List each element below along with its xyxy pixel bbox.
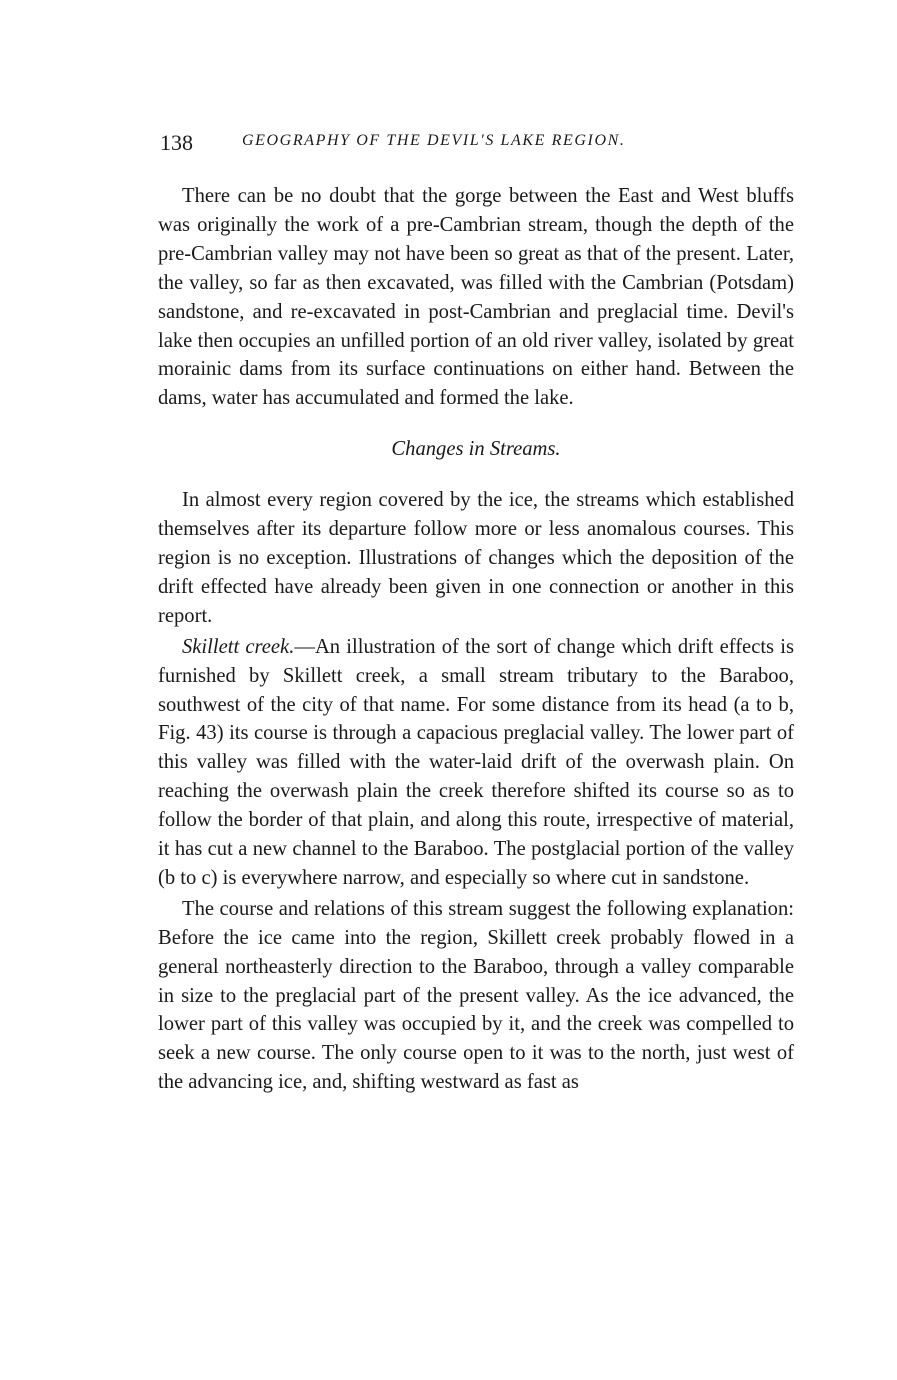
paragraph-anomalous-courses: In almost every region covered by the ice, the streams which established themselves after its departure follow more or less anomalous courses. This region is no exception. Illustrations of changes which the deposition of the drift effected have already been given in one connection or another in this report. <box>158 489 794 627</box>
paragraph-explanation: The course and relations of this stream suggest the following explanation: Before the ice came into the region, Skillett creek probably flowed in a general northeasterly direction to the Baraboo, through a valley comparable in size to the preglacial part of the present valley. As the ice advanced, the lower part of this valley was occupied by it, and the creek was compelled to seek a new course. The only course open to it was to the north, just west of the advancing ice, and, shifting westward as fast as <box>158 897 794 1094</box>
section-heading: Changes in Streams. <box>391 438 561 461</box>
running-title: GEOGRAPHY OF THE DEVIL'S LAKE REGION. <box>242 132 626 149</box>
skillett-creek-text: —An illustration of the sort of change which drift effects is furnished by Skillett creek, a small stream tributary to the Baraboo, southwest of the city of that name. For some distance from its head (a to b, Fig. 43) its course is through a capacious preglacial valley. The lower part of this valley was filled with the water-laid drift of the overwash plain. On reaching the overwash plain the creek therefore shifted its course so as to follow the border of that plain, and along this route, irrespective of material, it has cut a new channel to the Baraboo. The postglacial portion of the valley (b to c) is everywhere narrow, and especially so where cut in sandstone. <box>158 635 794 889</box>
skillett-creek-lead: Skillett creek. <box>182 635 295 658</box>
paragraph-skillett-creek <box>158 633 794 893</box>
page-number: 138 <box>160 130 193 155</box>
page-header <box>160 130 800 160</box>
paragraph-gorge-origin: There can be no doubt that the gorge between the East and West bluffs was originally the work of a pre-Cambrian stream, though the depth of the pre-Cambrian valley may not have been so great as that of the present. Later, the valley, so far as then excavated, was filled with the Cambrian (Potsdam) sandstone, and re-excavated in post-Cambrian and preglacial time. Devil's lake then occupies an unfilled portion of an old river valley, isolated by great morainic dams from its surface continuations on either hand. Between the dams, water has accumulated and formed the lake. <box>158 185 794 410</box>
body-text <box>158 182 794 1097</box>
